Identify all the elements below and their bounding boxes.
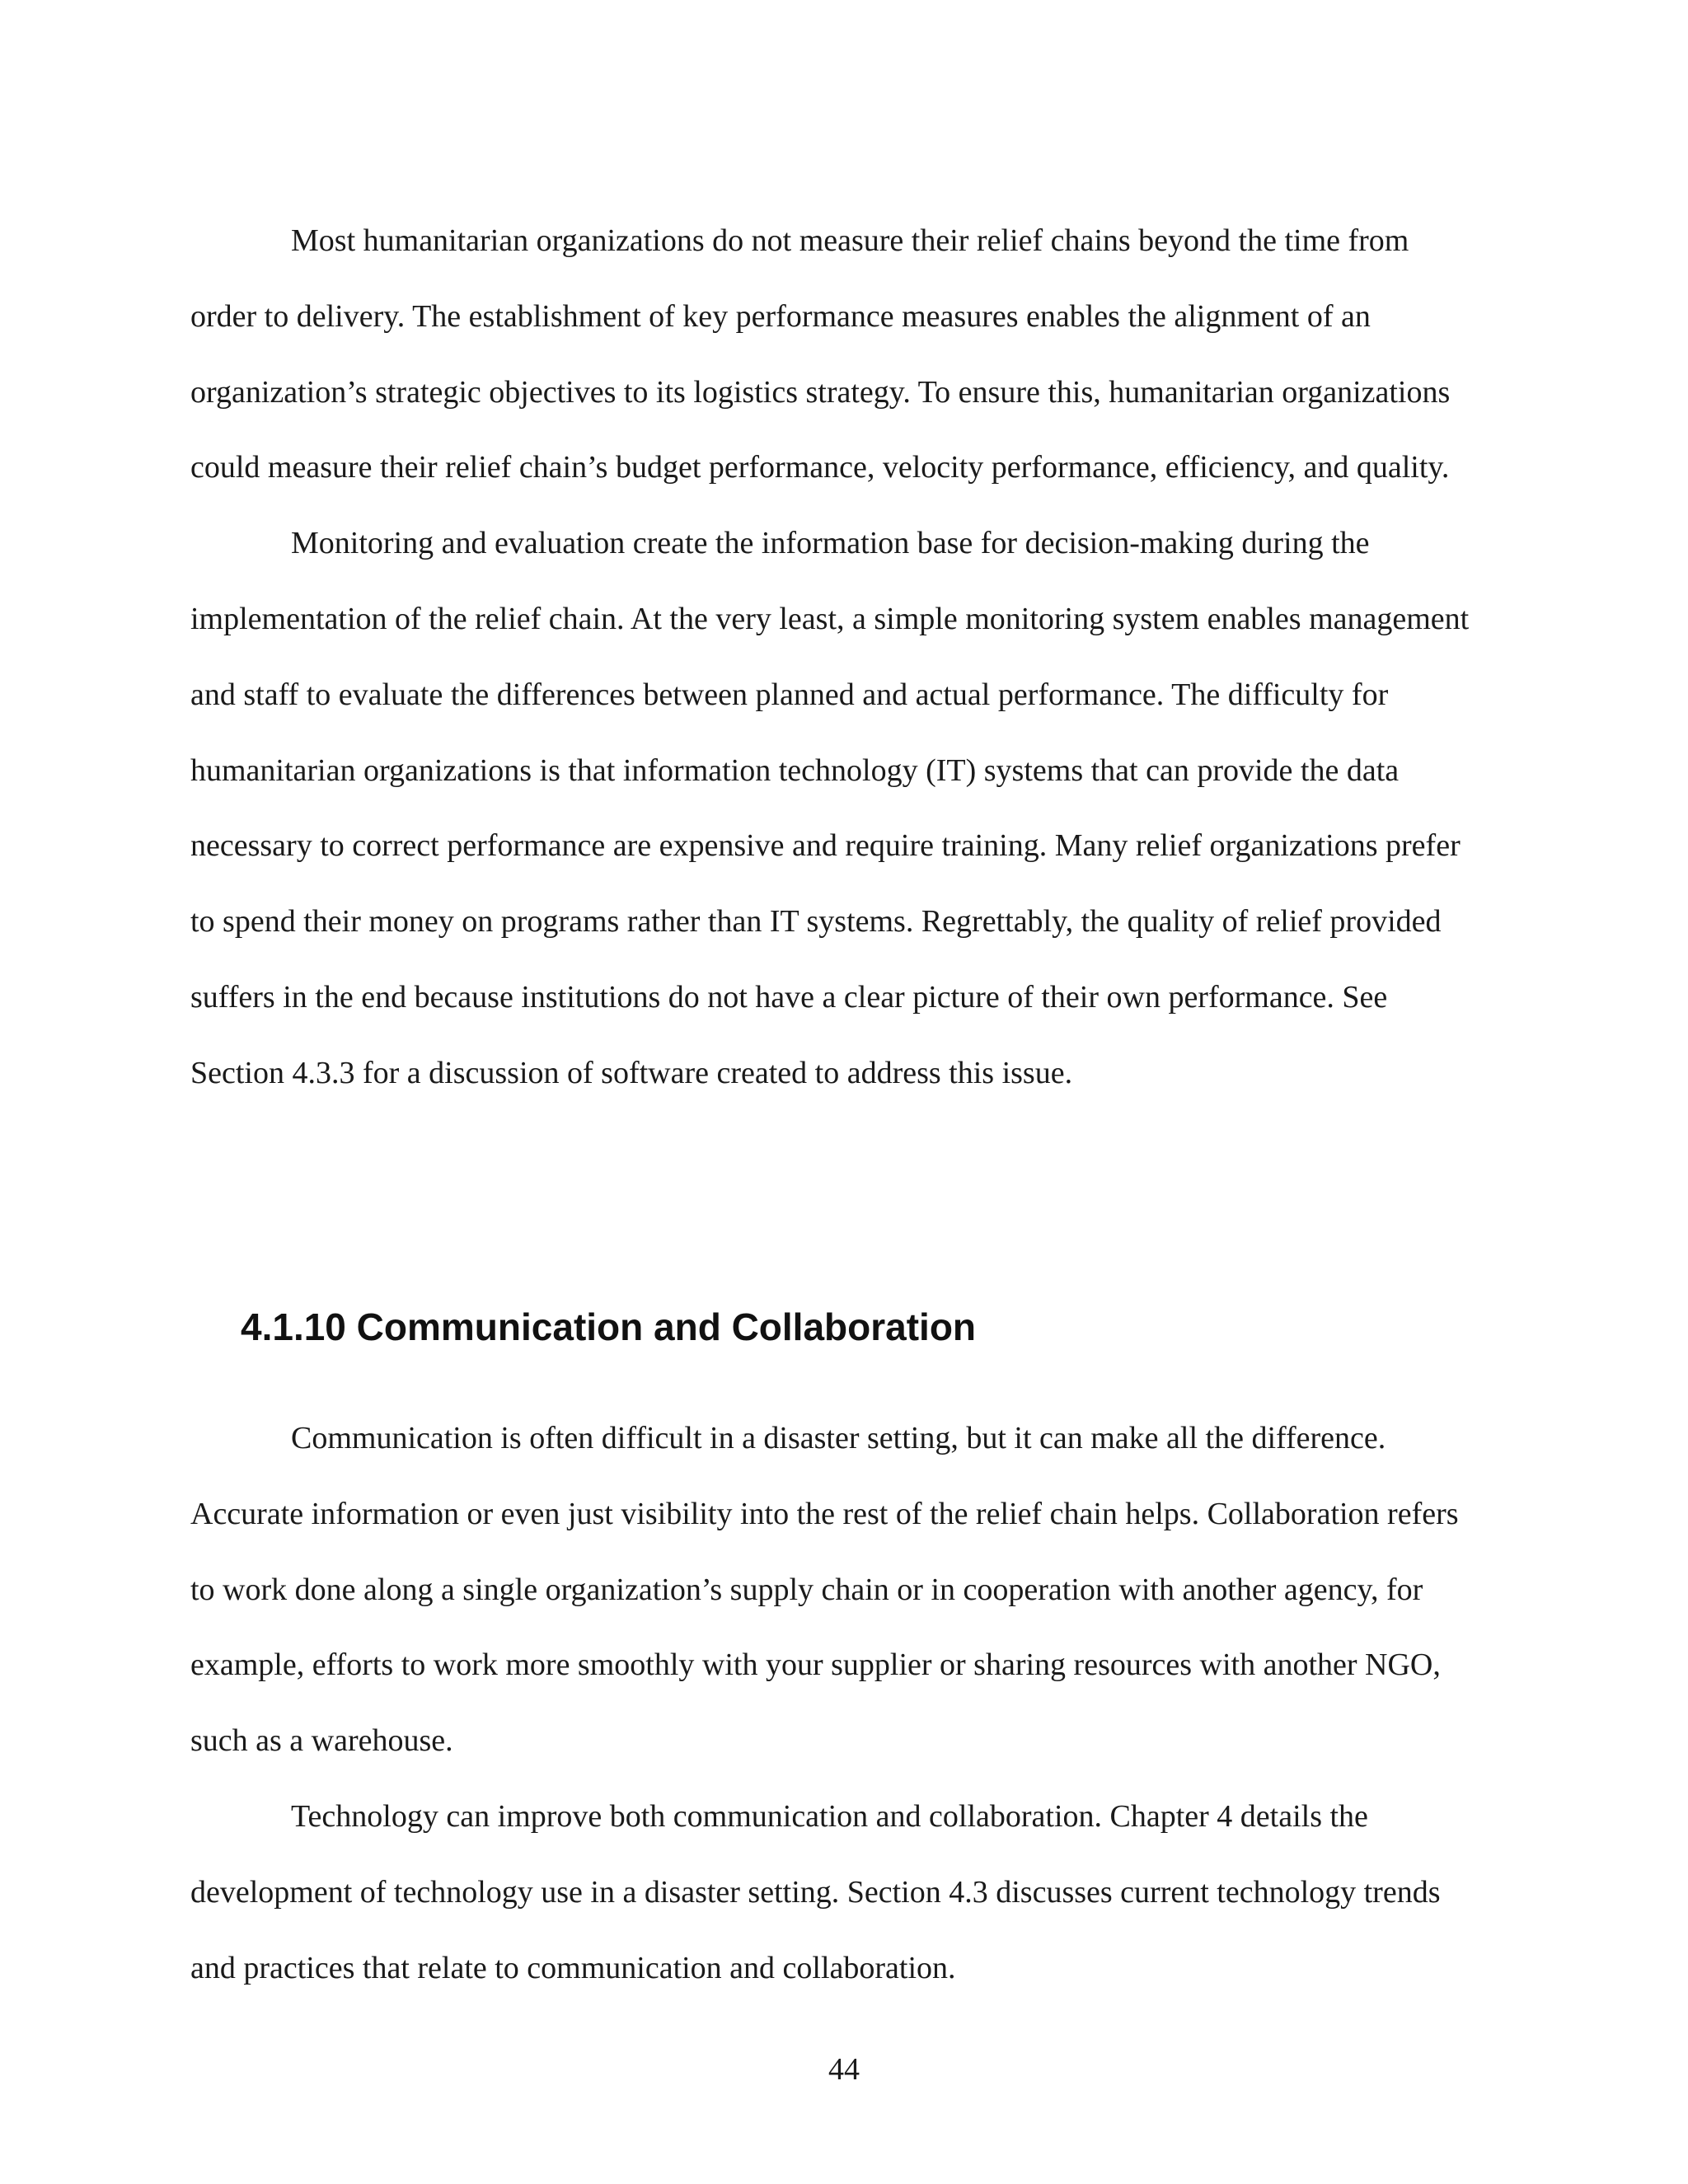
- paragraph-communication: Communication is often difficult in a disaster setting, but it can make all the difference. Accurate information or even just visibility into the rest of the relief chain helps. Collaboration refers to work done along a single organization’s supply chain or in cooperation with another agency, for example, efforts to work more smoothly with your supplier or sharing resources with another NGO, such as a warehouse.: [190, 1421, 1459, 1759]
- body-text-after-heading: [190, 1401, 1481, 2006]
- section-heading: 4.1.10 Communication and Collaboration: [241, 1305, 977, 1348]
- paragraph-performance-measures: Most humanitarian organizations do not measure their relief chains beyond the time from order to delivery. The establishment of key performance measures enables the alignment of an organization’s strategic objectives to its logistics strategy. To ensure this, humanitarian organizations could measure their relief chain’s budget performance, velocity performance, efficiency, and quality.: [190, 223, 1451, 485]
- paragraph-technology: Technology can improve both communication and collaboration. Chapter 4 details the development of technology use in a disaster setting. Section 4.3 discusses current technology trends and practices that relate to communication and collaboration.: [190, 1798, 1441, 1985]
- page-number: 44: [828, 2052, 860, 2087]
- paragraph-monitoring-evaluation: Monitoring and evaluation create the information base for decision-making during the implementation of the relief chain. At the very least, a simple monitoring system enables management and staff to evaluate the differences between planned and actual performance. The difficulty for humanitarian organizations is that information technology (IT) systems that can provide the data necessary to correct performance are expensive and require training. Many relief organizations prefer to spend their money on programs rather than IT systems. Regrettably, the quality of relief provided suffers in the end because institutions do not have a clear picture of their own performance. See Section 4.3.3 for a discussion of software created to address this issue.: [190, 526, 1470, 1090]
- body-text-before-heading: [190, 204, 1481, 1112]
